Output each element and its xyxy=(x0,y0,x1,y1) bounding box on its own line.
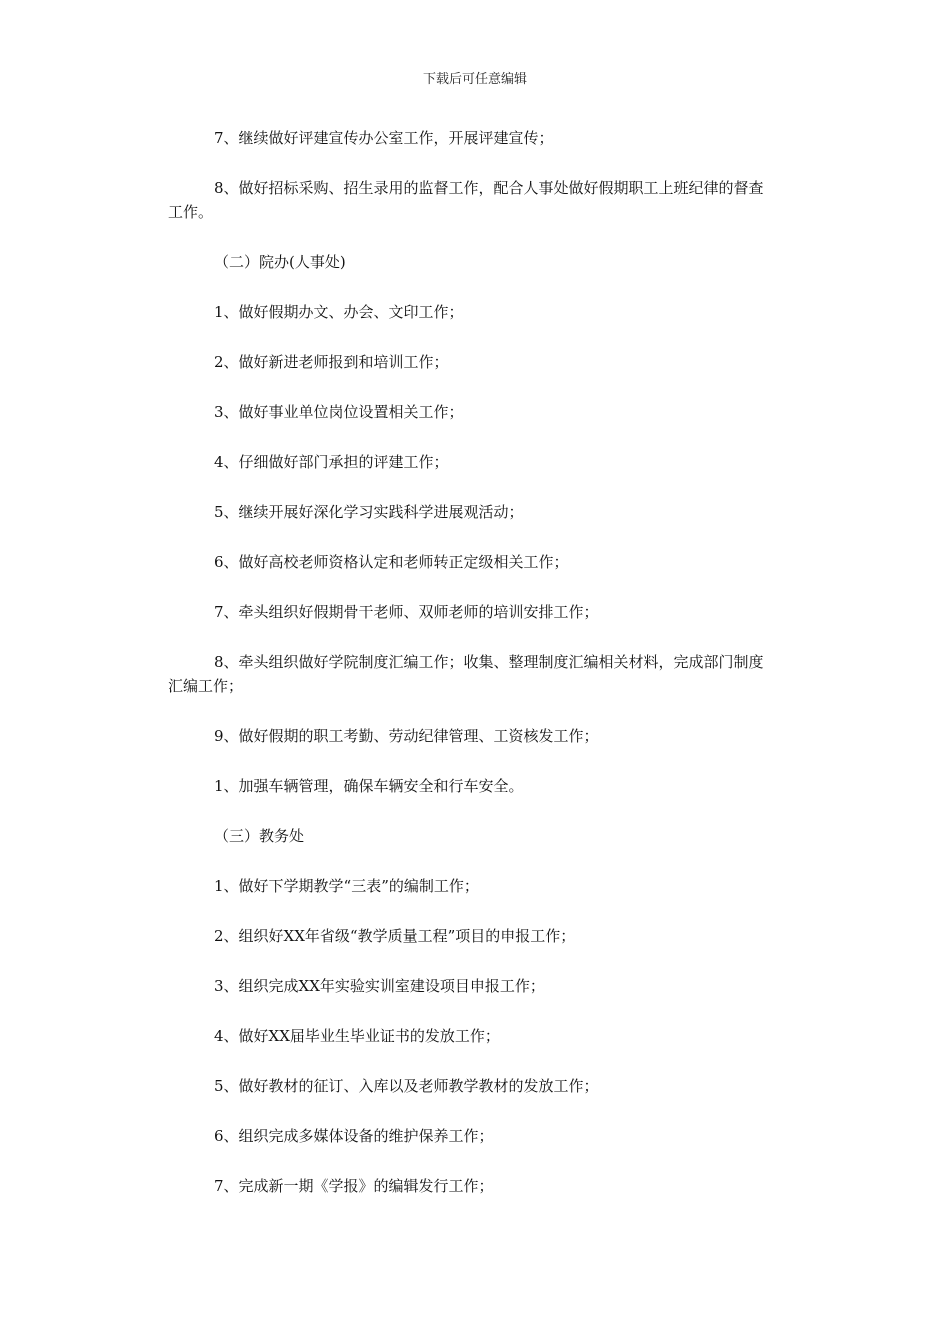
paragraph: 6、组织完成多媒体设备的维护保养工作； xyxy=(214,1127,494,1145)
paragraph: 7、牵头组织好假期骨干老师、双师老师的培训安排工作； xyxy=(214,603,599,621)
paragraph: 2、组织好XX年省级“教学质量工程”项目的申报工作； xyxy=(214,927,576,945)
paragraph: 7、继续做好评建宣传办公室工作，开展评建宣传； xyxy=(214,129,554,147)
paragraph: 2、做好新进老师报到和培训工作； xyxy=(214,353,449,371)
paragraph: 8、牵头组织做好学院制度汇编工作；收集、整理制度汇编相关材料，完成部门制度汇编工作； xyxy=(168,653,764,695)
paragraph: 5、继续开展好深化学习实践科学进展观活动； xyxy=(214,503,524,521)
paragraph: 1、加强车辆管理，确保车辆安全和行车安全。 xyxy=(214,777,524,795)
page-header: 下载后可任意编辑 xyxy=(422,72,527,87)
paragraph: 1、做好下学期教学“三表”的编制工作； xyxy=(214,877,479,895)
paragraph: 3、组织完成XX年实验实训室建设项目申报工作； xyxy=(214,977,545,995)
section-heading: （二）院办(人事处) xyxy=(214,253,346,271)
document-body xyxy=(168,126,772,1224)
paragraph: 9、做好假期的职工考勤、劳动纪律管理、工资核发工作； xyxy=(214,727,599,745)
paragraph: 1、做好假期办文、办会、文印工作； xyxy=(214,303,464,321)
paragraph: 6、做好高校老师资格认定和老师转正定级相关工作； xyxy=(214,553,569,571)
paragraph: 3、做好事业单位岗位设置相关工作； xyxy=(214,403,464,421)
paragraph: 8、做好招标采购、招生录用的监督工作，配合人事处做好假期职工上班纪律的督查工作。 xyxy=(168,179,764,221)
paragraph: 4、仔细做好部门承担的评建工作； xyxy=(214,453,449,471)
paragraph: 5、做好教材的征订、入库以及老师教学教材的发放工作； xyxy=(214,1077,599,1095)
paragraph: 4、做好XX届毕业生毕业证书的发放工作； xyxy=(214,1027,500,1045)
paragraph: 7、完成新一期《学报》的编辑发行工作； xyxy=(214,1177,494,1195)
section-heading: （三）教务处 xyxy=(214,827,305,845)
